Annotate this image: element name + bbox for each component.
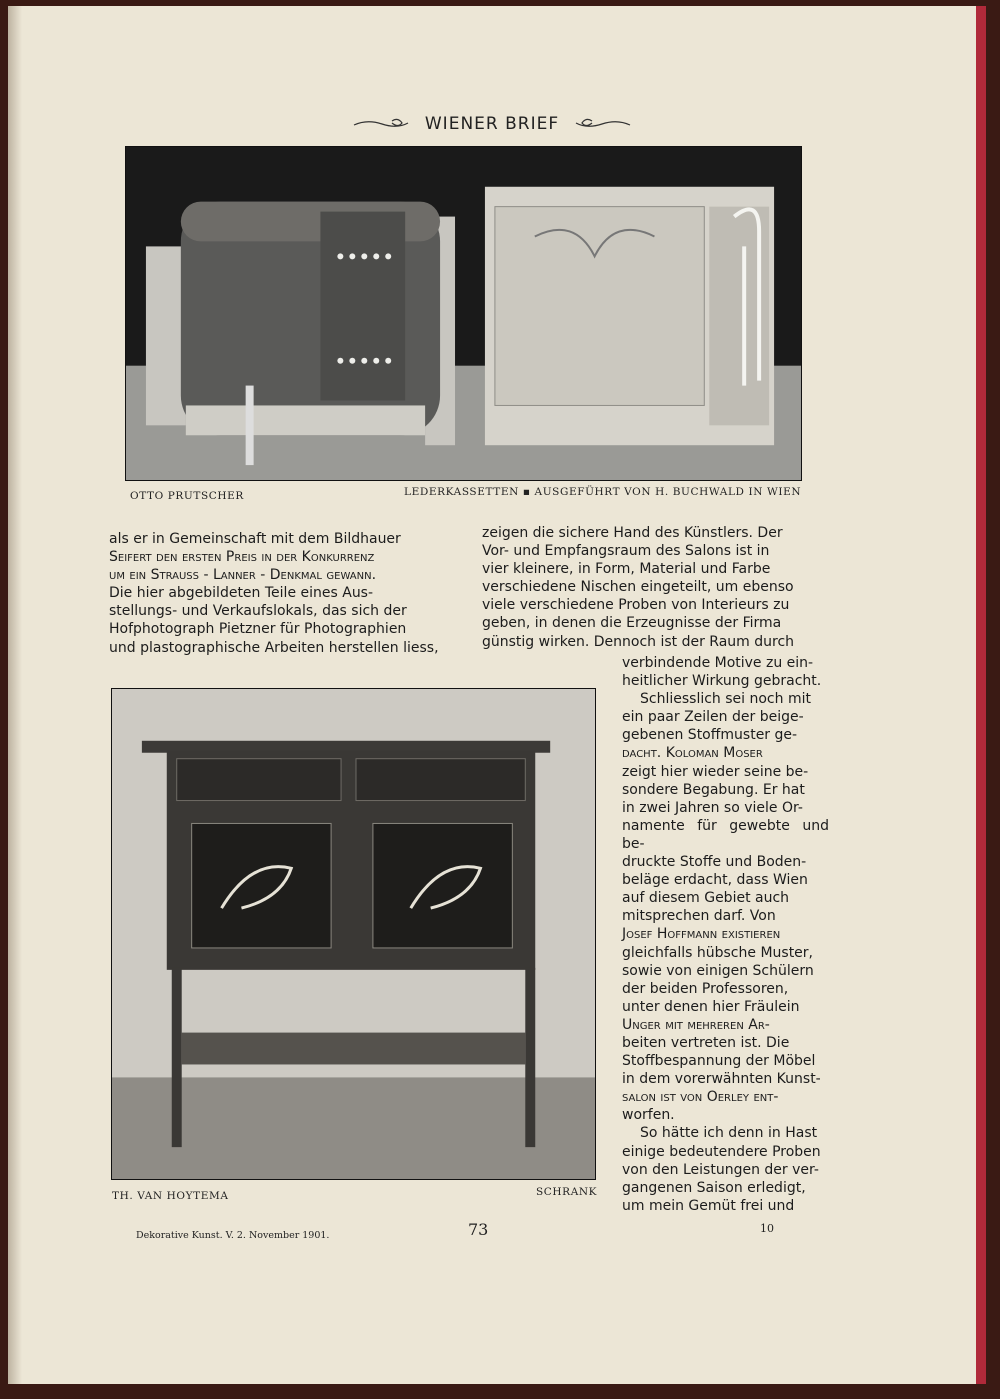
text-line: vier kleinere, in Form, Material und Farbe [482,561,771,578]
text-line: beiten vertreten ist. Die [622,1034,790,1051]
spine-shadow [8,6,22,1384]
left-ornament-icon [352,117,412,131]
text-line: zeigen die sichere Hand des Künstlers. Der [482,525,783,541]
text-line: viele verschiedene Proben von Interieurs zu [482,597,790,614]
text-line: druckte Stoffe und Boden- [622,854,807,871]
text-line: namente für gewebte und be- [622,817,829,852]
text-line: Stoffbespannung der Möbel [622,1053,816,1070]
text-line: Josef Hoffmann existieren [622,926,781,943]
text-line: mitsprechen darf. Von [622,908,776,925]
text-line: stellungs- und Verkaufslokals, das sich der [109,603,407,620]
text-line: beläge erdacht, dass Wien [622,872,808,889]
signature-mark: 10 [760,1222,774,1235]
text-line: Vor- und Empfangsraum des Salons ist in [482,543,770,560]
text-line: geben, in denen die Erzeugnisse der Firma [482,615,782,632]
text-line: So hätte ich denn in Hast [640,1125,818,1142]
text-line: worfen. [622,1107,675,1124]
text-line: verbindende Motive zu ein- [622,655,814,671]
text-line: sowie von einigen Schülern [622,962,814,979]
column-right-top [482,524,828,651]
text-line: um mein Gemüt frei und [622,1197,795,1214]
figure1-caption-right: LEDERKASSETTEN ▪ AUSGEFÜHRT VON H. BUCHWALD IN WIEN [404,486,802,498]
running-header [8,114,976,134]
text-line: unter denen hier Fräulein [622,998,800,1015]
text-line: Unger mit mehreren Ar- [622,1016,770,1033]
text-line: auf diesem Gebiet auch [622,890,790,907]
figure2-caption-left: TH. VAN HOYTEMA [112,1190,229,1202]
header-title: WIENER BRIEF [424,114,560,134]
text-line: ein paar Zeilen der beige- [622,709,804,726]
text-line: verschiedene Nischen eingeteilt, um ebenso [482,579,794,596]
text-line: günstig wirken. Dennoch ist der Raum durch [482,633,795,650]
journal-footer: Dekorative Kunst. V. 2. November 1901. [136,1230,330,1241]
figure1-caption-left: OTTO PRUTSCHER [130,490,244,502]
text-line: Schliesslich sei noch mit [640,691,811,708]
text-line: einige bedeutendere Proben [622,1143,821,1160]
page [8,6,986,1384]
text-line: Seifert den ersten Preis in der Konkurrenz [109,549,375,566]
text-line: von den Leistungen der ver- [622,1161,819,1178]
column-left-top [109,530,459,657]
text-line: in zwei Jahren so viele Or- [622,799,803,816]
figure2-caption-right: SCHRANK [536,1186,598,1198]
text-line: gleichfalls hübsche Muster, [622,944,813,961]
page-number: 73 [468,1220,489,1239]
leather-caskets-photo [125,146,802,481]
text-line: salon ist von Oerley ent- [622,1089,779,1106]
text-line: und plastographische Arbeiten herstellen liess, [109,639,439,656]
text-line: als er in Gemeinschaft mit dem Bildhauer [109,531,401,547]
text-line: heitlicher Wirkung gebracht. [622,673,822,690]
text-line: dacht. Koloman Moser [622,745,763,762]
text-line: Hofphotograph Pietzner für Photographien [109,621,407,638]
text-line: um ein Strauss - Lanner - Denkmal gewann. [109,567,377,584]
cabinet-photo [111,688,596,1180]
text-line: in dem vorerwähnten Kunst- [622,1071,821,1088]
text-line: der beiden Professoren, [622,980,789,997]
text-line: zeigt hier wieder seine be- [622,763,809,780]
column-narrow-right [622,654,829,1215]
text-line: Die hier abgebildeten Teile eines Aus- [109,585,374,602]
text-line: gangenen Saison erledigt, [622,1179,806,1196]
text-line: gebenen Stoffmuster ge- [622,727,798,744]
right-ornament-icon [572,117,632,131]
text-line: sondere Begabung. Er hat [622,781,805,798]
